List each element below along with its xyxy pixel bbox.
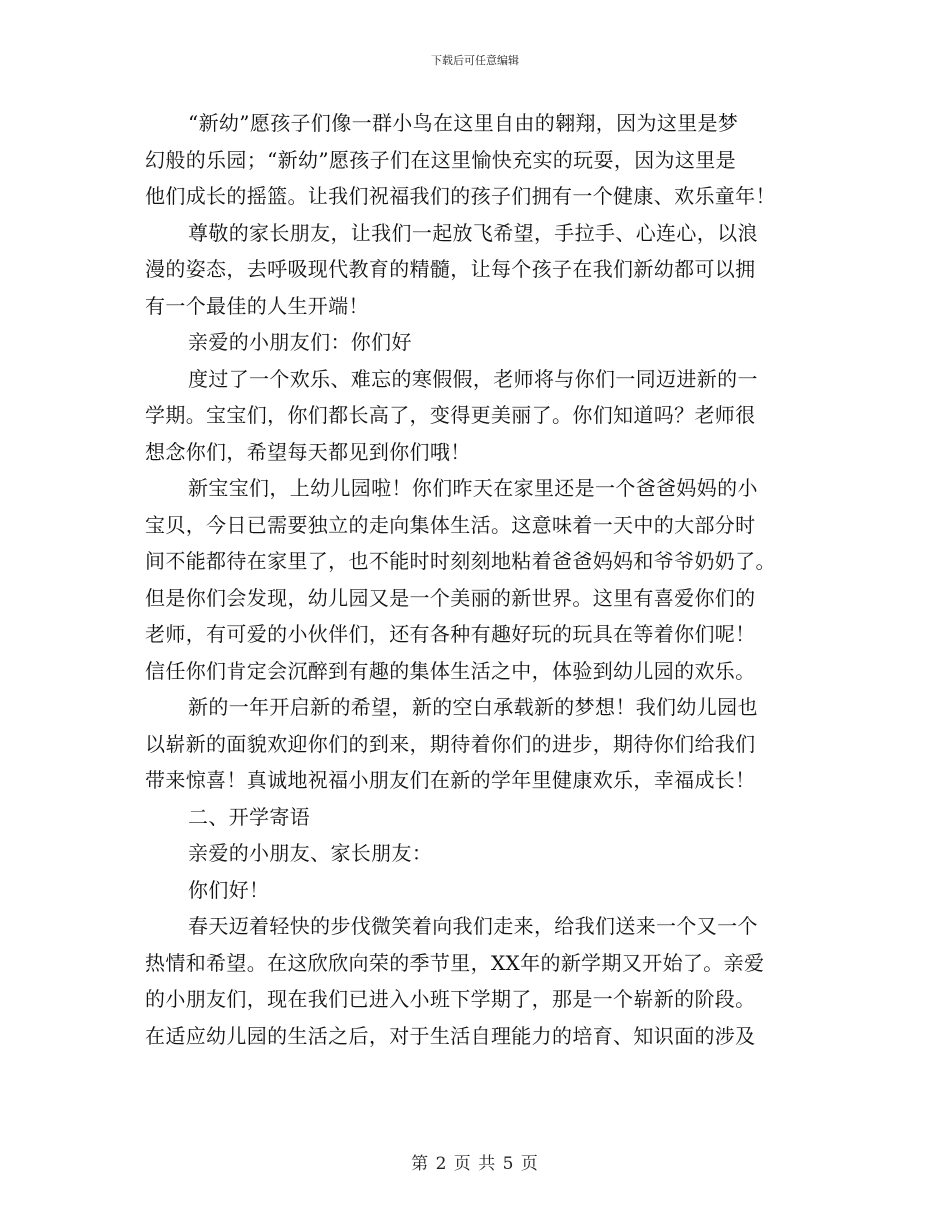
text-line: 带来惊喜！真诚地祝福小朋友们在新的学年里健康欢乐，幸福成长！ <box>145 768 756 792</box>
text-line: “新幼”愿孩子们像一群小鸟在这里自由的翱翔，因为这里是梦 <box>188 111 739 135</box>
text-line: 漫的姿态，去呼吸现代教育的精髓，让每个孩子在我们新幼都可以拥 <box>145 257 756 281</box>
text-line: 亲爱的小朋友、家长朋友： <box>188 841 433 865</box>
page-number-footer: 第 2 页 共 5 页 <box>411 1154 539 1174</box>
text-line: 幻般的乐园；“新幼”愿孩子们在这里愉快充实的玩耍，因为这里是 <box>145 147 736 172</box>
text-line: 有一个最佳的人生开端！ <box>145 293 369 318</box>
text-line: 新宝宝们，上幼儿园啦！你们昨天在家里还是一个爸爸妈妈的小 <box>188 476 758 500</box>
page-header: 下载后可任意编辑 <box>431 54 519 67</box>
text-line: 信任你们肯定会沉醉到有趣的集体生活之中，体验到幼儿园的欢乐。 <box>145 658 756 683</box>
text-line: 的小朋友们，现在我们已进入小班下学期了，那是一个崭新的阶段。 <box>145 987 756 1011</box>
text-line: 学期。宝宝们，你们都长高了，变得更美丽了。你们知道吗？老师很 <box>145 403 756 427</box>
text-line: 度过了一个欢乐、难忘的寒假假，老师将与你们一同迈进新的一 <box>188 366 758 391</box>
text-line: 但是你们会发现，幼儿园又是一个美丽的新世界。这里有喜爱你们的 <box>145 585 756 610</box>
text-line: 宝贝，今日已需要独立的走向集体生活。这意味着一天中的大部分时 <box>145 512 756 537</box>
text-line: 想念你们，希望每天都见到你们哦！ <box>145 439 471 464</box>
text-line: 新的一年开启新的希望，新的空白承载新的梦想！我们幼儿园也 <box>188 695 758 719</box>
text-line: 他们成长的摇篮。让我们祝福我们的孩子们拥有一个健康、欢乐童年！ <box>145 184 776 208</box>
text-line: 亲爱的小朋友们：你们好 <box>188 330 412 354</box>
text-line: 你们好！ <box>188 877 270 902</box>
text-line: 间不能都待在家里了，也不能时时刻刻地粘着爸爸妈妈和爷爷奶奶了。 <box>145 549 776 573</box>
section-heading: 二、开学寄语 <box>188 804 311 829</box>
text-line: 在适应幼儿园的生活之后，对于生活自理能力的培育、知识面的涉及 <box>145 1023 756 1048</box>
text-line: 老师，有可爱的小伙伴们，还有各种有趣好玩的玩具在等着你们呢！ <box>145 622 756 646</box>
text-line: 尊敬的家长朋友，让我们一起放飞希望，手拉手、心连心，以浪 <box>188 220 758 245</box>
text-line: 春天迈着轻快的步伐微笑着向我们走来，给我们送来一个又一个 <box>188 914 758 938</box>
text-line: 热情和希望。在这欣欣向荣的季节里，XX年的新学期又开始了。亲爱 <box>145 950 765 975</box>
document-body <box>145 105 805 1054</box>
text-line: 以崭新的面貌欢迎你们的到来，期待着你们的进步，期待你们给我们 <box>145 731 756 756</box>
